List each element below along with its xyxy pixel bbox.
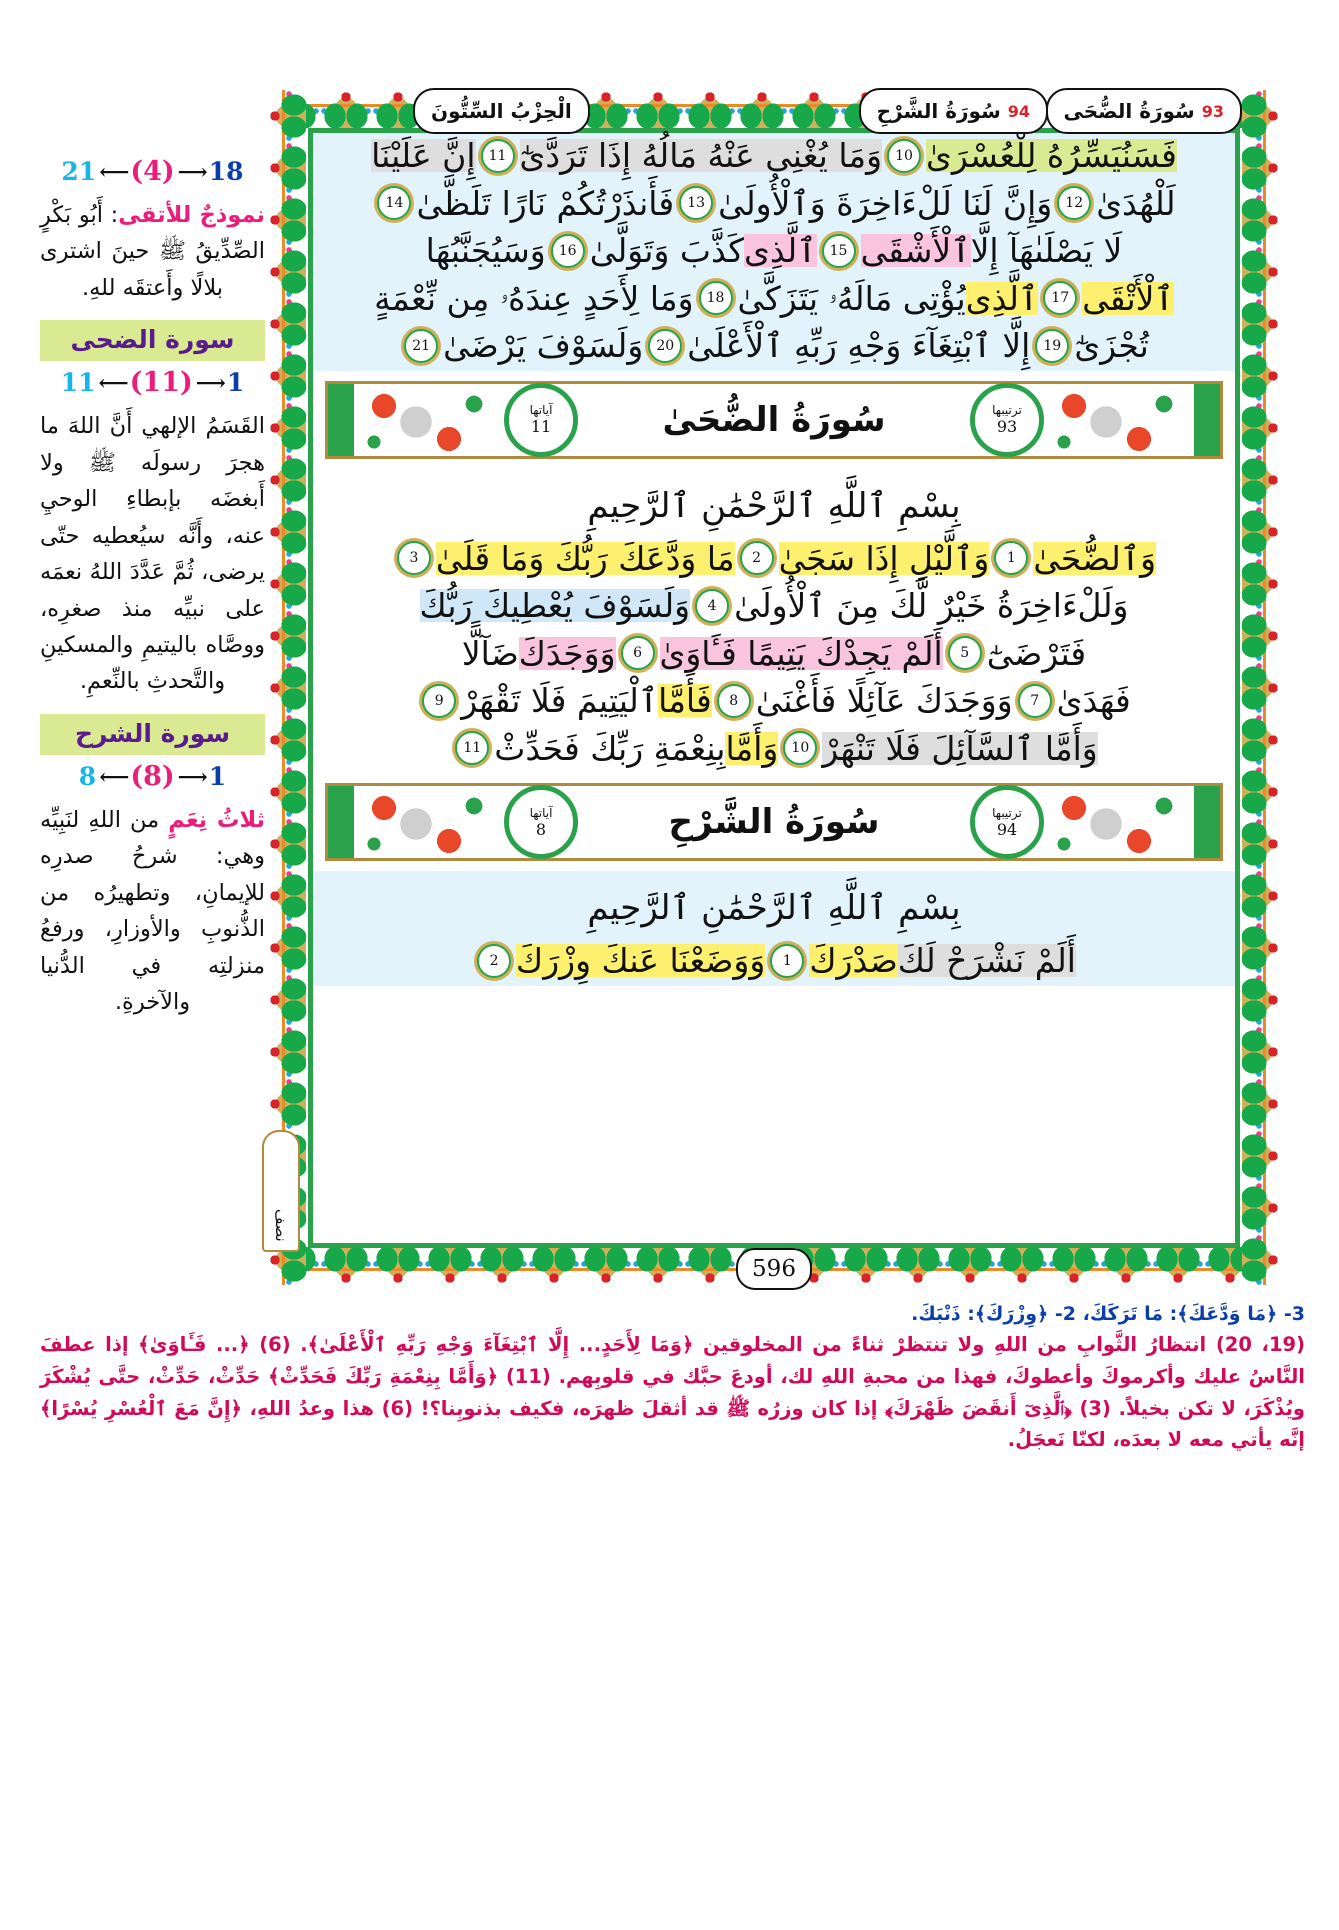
ayah-number-marker: 20 [648,329,682,363]
sidebar-paragraph: القَسَمُ الإلهي أَنَّ اللهَ ما هجرَ رسولَه ﷺ ولا أَبغضَه بإبطاءِ الوحيِ عنه، وأَنَّه سيُعطيه حتّى يرضى، ثُمَّ عَدَّدَ اللهُ نعمَه على نبيِّه منذ صغرِه، ووصَّاه باليتيمِ والمسكينِ والتَّحدثِ بالنِّعمِ. [40,413,265,695]
footnotes [40,1300,1305,1456]
ayah-number-marker: 5 [948,636,982,670]
banner-ornament-left [354,786,504,858]
ayah-number-marker: 7 [1018,684,1052,718]
arrow-left-icon: ⟵ [99,159,128,184]
page-number: 596 [736,1248,812,1290]
ayah-number-marker: 10 [887,139,921,173]
ayah-number-marker: 2 [740,541,774,575]
verse-text-segment: يُؤْتِى مَالَهُۥ يَتَزَكَّىٰ [737,278,966,318]
ayah-range-indicator [40,156,265,187]
verse-line [313,133,1235,181]
surah-name: سُورَةُ الشَّرْحِ [876,99,1001,123]
sidebar-section-atqa [40,156,265,306]
verse-line [313,583,1235,631]
ayat-count-value: 11 [530,417,552,436]
verse-text-segment: فَتَرْضَىٰٓ [986,633,1087,673]
ayah-number-marker: 21 [404,329,438,363]
verse-text-segment: فَهَدَىٰ [1056,681,1131,720]
surah-order-value: 93 [996,417,1018,436]
verse-text-segment: صَدْرَكَ [809,941,898,980]
range-right-number: 18 [208,157,244,186]
verse-line [313,631,1235,679]
verse-text-segment: إِلَّا ٱبْتِغَآءَ وَجْهِ رَبِّهِ ٱلْأَعْلَىٰ [687,326,1031,365]
basmala-sharh: بِسْمِ ٱللَّهِ ٱلرَّحْمَٰنِ ٱلرَّحِيمِ [587,888,961,928]
banner-edge-left [328,384,354,456]
verse-text-segment: ضَآلًّا [461,633,519,673]
ayat-count-badge [504,383,578,457]
surah-layl-continuation [313,133,1235,371]
surah-duha-verses [313,536,1235,774]
banner-ornament-right [1044,384,1194,456]
verse-text-segment: ٱلَّذِى [744,231,817,270]
surah-banner-sharh [325,783,1223,861]
ayah-number-marker: 2 [477,944,511,978]
banner-ornament-left [354,384,504,456]
ayah-number-marker: 1 [770,944,804,978]
ayah-number-marker: 17 [1043,281,1077,315]
verse-text-segment: تُجْزَىٰٓ [1074,326,1149,365]
verse-text-segment: وَسَيُجَنَّبُهَا [425,231,546,270]
range-left-number: 21 [61,157,97,186]
verse-text-segment: وَمَا يُغْنِى عَنْهُ مَالُهُ إِذَا تَرَدَّىٰٓ [519,136,882,175]
sidebar-paragraph [40,802,265,1021]
sidebar-body-text: من اللهِ لنَبِيِّه وهي: شرحُ صدرِه للإيمانِ، وتطهيرُه من الذُّنوبِ والأوزارِ، ورفعُ منزلتِه في الدُّنيا والآخرةِ. [40,806,265,1015]
arrow-left-icon: ⟵ [98,370,127,396]
surah-title-sharh: سُورَةُ الشَّرْحِ [668,802,880,842]
verse-text-segment: وَأَمَّا [725,728,779,768]
ayat-count-badge [504,785,578,859]
ayah-number-marker: 9 [422,684,456,718]
verse-text-segment: فَسَنُيَسِّرُهُ لِلْعُسْرَىٰ [926,136,1177,175]
footnote-body: (19، 20) انتظارُ الثَّوابِ من اللهِ ولا تنتظرْ ثناءً من المخلوقين ﴿وَمَا لِأَحَدٍ... إِلَّا ٱبْتِغَآءَ وَجْهِ رَبِّهِ ٱلْأَعْلَىٰ﴾. (6) ﴿... فَـَٔاوَىٰ﴾ إذا عطفَ النَّاسُ عليك وأكرموكَ وأعطوكَ، فهذا من محبةِ اللهِ لك، أودعَ حبَّك في قلوبِهم. (11) ﴿وَأَمَّا بِنِعْمَةِ رَبِّكَ فَحَدِّثْ﴾ حَدِّثْ، حَدِّثْ، حتَّى يُشْكَرَ ويُذْكَرَ، لا تكن بخيلاً. (3) ﴿ٱلَّذِىٓ أَنقَضَ ظَهْرَكَ﴾ إذا كان وزرُه ﷺ قد أثقلَ ظهرَه، فكيف بذنوبِنا؟! (6) هذا وعدُ اللهِ، ﴿إِنَّ مَعَ ٱلْعُسْرِ يُسْرًا﴾ إنَّه يأتي معه لا بعدَه، لكنّا نَعجَلُ. [40,1333,1306,1452]
ayah-number-marker: 19 [1035,329,1069,363]
verse-text-segment: بِنِعْمَةِ رَبِّكَ فَحَدِّثْ [494,728,726,768]
verse-text-segment: أَلَمْ يَجِدْكَ يَتِيمًا فَـَٔاوَىٰ [659,633,943,673]
commentary-sidebar [40,150,265,1310]
quran-text-panel [308,128,1240,1248]
verse-text-segment: ٱلَّذِى [965,278,1039,318]
frame-left-border [268,90,306,1285]
ayat-count-value: 8 [535,819,547,839]
verse-line [313,938,1235,986]
verse-line [313,678,1235,726]
basmala-duha: بِسْمِ ٱللَّهِ ٱلرَّحْمَٰنِ ٱلرَّحِيمِ [587,485,961,526]
surah-banner-duha [325,381,1223,459]
verse-text-segment: مَا وَدَّعَكَ رَبُّكَ وَمَا قَلَىٰ [435,538,735,578]
verse-line [313,536,1235,584]
surah-cartouche-sharh [859,88,1048,134]
sidebar-heading-highlight: ثلاثُ نِعَمٍ [168,806,265,833]
arrow-right-icon: ⟶ [177,763,206,789]
verse-text-segment: أَلَمْ نَشْرَحْ لَكَ [897,941,1076,980]
ayah-number-marker: 13 [679,186,713,220]
verse-text-segment: إِنَّ عَلَيْنَا [371,136,476,175]
ayah-number-marker: 8 [717,684,751,718]
ayah-number-marker: 14 [377,186,411,220]
banner-ornament-right [1044,786,1194,858]
ayah-number-marker: 15 [822,234,856,268]
hizb-label: الْحِزْبُ السِّتُّونَ [431,99,572,123]
ayah-number-marker: 18 [699,281,733,315]
footnote-glossary: 3- ﴿مَا وَدَّعَكَ﴾: مَا تَرَكَكَ، 2- ﴿وِزْرَكَ﴾: ذَنْبَكَ. [911,1303,1305,1325]
verse-line [313,726,1235,774]
ayah-number-marker: 10 [783,731,817,765]
hizb-cartouche [413,88,590,134]
range-count: (8) [130,760,175,792]
range-count: (4) [130,156,175,187]
verse-text-segment: وَوَجَدَكَ [518,633,616,673]
ayah-number-marker: 6 [621,636,655,670]
arrow-right-icon: ⟶ [195,370,224,396]
verse-text-segment: وَمَا لِأَحَدٍ عِندَهُۥ مِن نِّعْمَةٍ [374,278,694,318]
ayat-count-label: آياتها [529,805,553,820]
ayah-number-marker: 4 [695,589,729,623]
banner-edge-right [1194,384,1220,456]
verse-text-segment: وَلَسَوْفَ يَرْضَىٰ [443,326,644,365]
ayah-number-marker: 16 [551,234,585,268]
verse-line [313,276,1235,324]
surah-number: 93 [1201,101,1224,121]
verse-text-segment: وَلَلْءَاخِرَةُ خَيْرٌ لَّكَ مِنَ ٱلْأُولَىٰ [734,586,1129,625]
arrow-right-icon: ⟶ [177,159,206,184]
range-right-number: 1 [208,761,227,791]
range-left-number: 11 [60,368,96,398]
sidebar-surah-chip-sharh: سورة الشرح [40,714,265,755]
verse-text-segment: وَوَضَعْنَا عَنكَ وِزْرَكَ [516,941,766,980]
surah-order-value: 94 [996,819,1018,839]
range-left-number: 8 [78,761,97,791]
ruku-marker [262,1130,300,1252]
ayah-number-marker: 1 [994,541,1028,575]
sidebar-heading-highlight: نموذجٌ للأتقى [118,202,265,228]
verse-text-segment: كَذَّبَ وَتَوَلَّىٰ [589,231,745,270]
verse-text-segment: ٱلْأَتْقَى [1082,278,1174,318]
sidebar-section-duha [40,320,265,700]
ayah-number-marker: 12 [1057,186,1091,220]
ayat-count-label: آياتها [529,403,553,417]
verse-text-segment: وَإِنَّ لَنَا لَلْءَاخِرَةَ وَٱلْأُولَىٰ [718,183,1053,223]
surah-order-label: ترتيبها [992,805,1022,820]
ayah-range-indicator [40,761,265,792]
surah-number: 94 [1007,101,1030,121]
surah-order-label: ترتيبها [992,403,1022,417]
banner-edge-left [328,786,354,858]
surah-cartouche-duha [1046,88,1242,134]
verse-text-segment: ٱلْأَشْقَى [860,231,971,270]
verse-text-segment: لَلْهُدَىٰ [1096,183,1176,223]
surah-order-badge [970,785,1044,859]
sidebar-surah-chip-duha: سورة الضحى [40,320,265,361]
verse-text-segment: وَٱلَّيْلِ إِذَا سَجَىٰ [778,538,990,578]
verse-text-segment: وَأَمَّا ٱلسَّآئِلَ فَلَا تَنْهَرْ [822,728,1098,768]
verse-text-segment: وَوَجَدَكَ عَآئِلًا فَأَغْنَىٰ [755,681,1013,720]
arrow-left-icon: ⟵ [99,763,128,789]
ruku-label: نصف [272,1209,290,1242]
verse-line [313,323,1235,371]
ayah-number-marker: 11 [455,731,489,765]
surah-order-badge [970,383,1044,457]
surah-name: سُورَةُ الضُّحَى [1063,99,1195,123]
frame-right-border [1242,90,1280,1285]
surah-sharh-verses [313,871,1235,986]
ayah-range-indicator [40,367,265,398]
sidebar-paragraph [40,197,265,306]
ayah-number-marker: 11 [481,139,515,173]
surah-title-duha: سُورَةُ الضُّحَىٰ [662,399,886,440]
range-right-number: 1 [226,368,245,398]
verse-text-segment: لَا يَصْلَىٰهَآ إِلَّا [970,231,1123,270]
banner-edge-right [1194,786,1220,858]
verse-text-segment: وَٱلضُّحَىٰ [1033,538,1157,578]
verse-text-segment: فَأَمَّا [658,681,712,720]
verse-text-segment: فَأَنذَرْتُكُمْ نَارًا تَلَظَّىٰ [416,183,675,223]
verse-text-segment: ٱلْيَتِيمَ فَلَا تَقْهَرْ [461,681,659,720]
sidebar-body-text: : أَبُو بَكْرٍ الصِّدِّيقُ ﷺ حينَ اشترى بلالًا وأَعتقَه للهِ. [40,202,265,301]
verse-text-segment: وَلَسَوْفَ يُعْطِيكَ رَبُّكَ [419,586,691,625]
sidebar-section-sharh [40,714,265,1021]
ayah-number-marker: 3 [397,541,431,575]
range-count: (11) [129,367,193,399]
verse-line [313,181,1235,229]
verse-line [313,228,1235,276]
